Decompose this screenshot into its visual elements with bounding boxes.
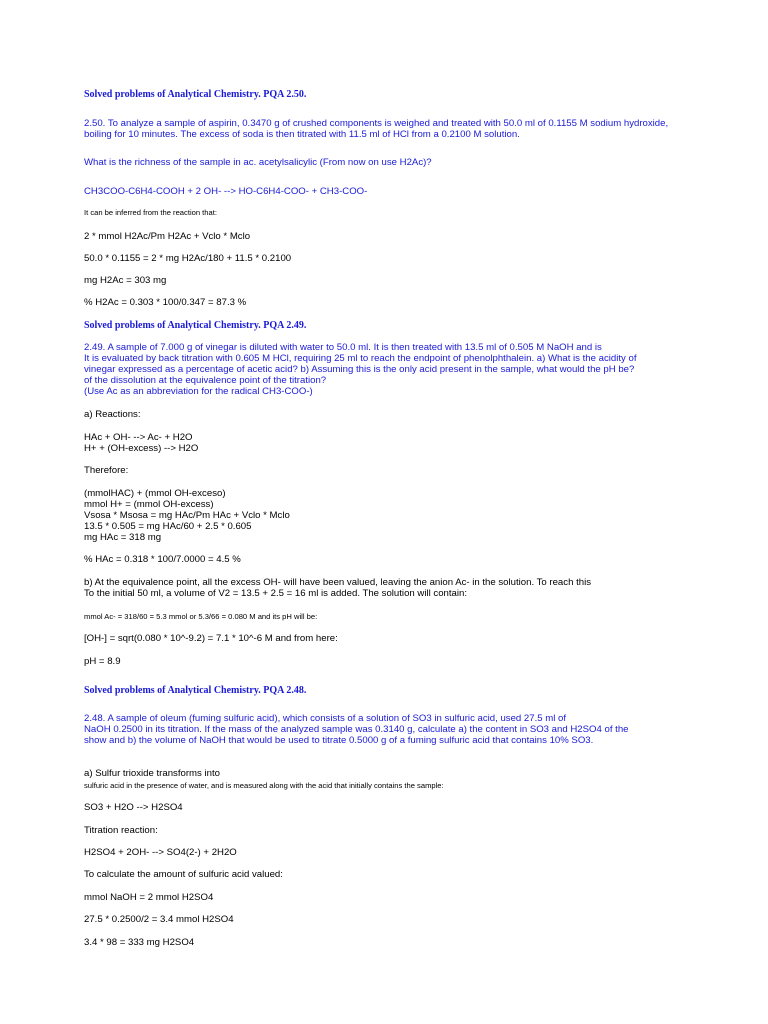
result-line: % H2Ac = 0.303 * 100/0.347 = 87.3 % [84, 297, 247, 308]
formula-line: (mmolHAC) + (mmol OH-exceso) [84, 488, 226, 499]
problem-text-line: vinegar expressed as a percentage of acetic acid? b) Assuming this is the only acid present in the sample, what would the pH be? [84, 364, 635, 375]
formula-line: [OH-] = sqrt(0.080 * 10^-9.2) = 7.1 * 10^-6 M and from here: [84, 633, 338, 644]
reaction-equation: CH3COO-C6H4-COOH + 2 OH- --> HO-C6H4-COO- + CH3-COO- [84, 186, 368, 197]
formula-line: mmol Ac- = 318/60 = 5.3 mmol or 5.3/66 = 0.080 M and its pH will be: [84, 612, 318, 621]
result-line: % HAc = 0.318 * 100/7.0000 = 4.5 % [84, 554, 241, 565]
result-line: pH = 8.9 [84, 656, 121, 667]
formula-line: 50.0 * 0.1155 = 2 * mg H2Ac/180 + 11.5 * 0.2100 [84, 253, 292, 264]
problem-text-line: 2.48. A sample of oleum (fuming sulfuric acid), which consists of a solution of SO3 in sulfuric acid, used 27.5 ml of [84, 713, 567, 724]
reaction-equation: H+ + (OH-excess) --> H2O [84, 443, 199, 454]
result-line: mg HAc = 318 mg [84, 532, 162, 543]
formula-line: mmol H+ = (mmol OH-excess) [84, 499, 214, 510]
formula-line: 2 * mmol H2Ac/Pm H2Ac + Vclo * Mclo [84, 231, 251, 242]
reaction-equation: HAc + OH- --> Ac- + H2O [84, 432, 193, 443]
formula-line: Vsosa * Msosa = mg HAc/Pm HAc + Vclo * Mclo [84, 510, 290, 521]
subheading-text: a) Reactions: [84, 409, 141, 420]
problem-text-line: of the dissolution at the equivalence point of the titration? [84, 375, 327, 386]
body-text: b) At the equivalence point, all the excess OH- will have been valued, leaving the anion Ac- in the solution. To reach this [84, 577, 591, 588]
problem-text-line: NaOH 0.2500 in its titration. If the mass of the analyzed sample was 0.3140 g, calculate a) the content in SO3 and H2SO4 of the [84, 724, 629, 735]
body-text: Titration reaction: [84, 825, 158, 836]
problem-text-line: 2.50. To analyze a sample of aspirin, 0.3470 g of crushed components is weighed and treated with 50.0 ml of 0.1155 M sodium hydroxide, [84, 118, 669, 129]
problem-text-line: boiling for 10 minutes. The excess of soda is then titrated with 11.5 ml of HCl from a 0.2100 M solution. [84, 129, 520, 140]
result-line: mg H2Ac = 303 mg [84, 275, 167, 286]
body-text: To calculate the amount of sulfuric acid valued: [84, 869, 283, 880]
body-text: a) Sulfur trioxide transforms into [84, 768, 220, 779]
formula-line: mmol NaOH = 2 mmol H2SO4 [84, 892, 214, 903]
section-heading-pqa-2-49: Solved problems of Analytical Chemistry. PQA 2.49. [84, 320, 307, 331]
body-text: sulfuric acid in the presence of water, and is measured along with the acid that initially contains the sample: [84, 781, 444, 790]
problem-text-line: show and b) the volume of NaOH that would be used to titrate 0.5000 g of a fuming sulfuric acid that contains 10% SO3. [84, 735, 594, 746]
result-line: 3.4 * 98 = 333 mg H2SO4 [84, 937, 195, 948]
body-text: To the initial 50 ml, a volume of V2 = 13.5 + 2.5 = 16 ml is added. The solution will contain: [84, 588, 467, 599]
formula-line: 27.5 * 0.2500/2 = 3.4 mmol H2SO4 [84, 914, 234, 925]
problem-text-line: 2.49. A sample of 7.000 g of vinegar is diluted with water to 50.0 ml. It is then treated with 13.5 ml of 0.505 M NaOH and is [84, 342, 602, 353]
section-heading-pqa-2-48: Solved problems of Analytical Chemistry. PQA 2.48. [84, 685, 307, 696]
body-text: Therefore: [84, 465, 129, 476]
reaction-equation: SO3 + H2O --> H2SO4 [84, 802, 183, 813]
note-text: It can be inferred from the reaction that: [84, 208, 217, 217]
problem-text-line: It is evaluated by back titration with 0.605 M HCl, requiring 25 ml to reach the endpoint of phenolphthalein. a) What is the acidity of [84, 353, 637, 364]
question-text: What is the richness of the sample in ac. acetylsalicylic (From now on use H2Ac)? [84, 157, 432, 168]
reaction-equation: H2SO4 + 2OH- --> SO4(2-) + 2H2O [84, 847, 237, 858]
formula-line: 13.5 * 0.505 = mg HAc/60 + 2.5 * 0.605 [84, 521, 252, 532]
problem-text-line: (Use Ac as an abbreviation for the radical CH3-COO-) [84, 386, 313, 397]
section-heading-pqa-2-50: Solved problems of Analytical Chemistry. PQA 2.50. [84, 89, 307, 100]
